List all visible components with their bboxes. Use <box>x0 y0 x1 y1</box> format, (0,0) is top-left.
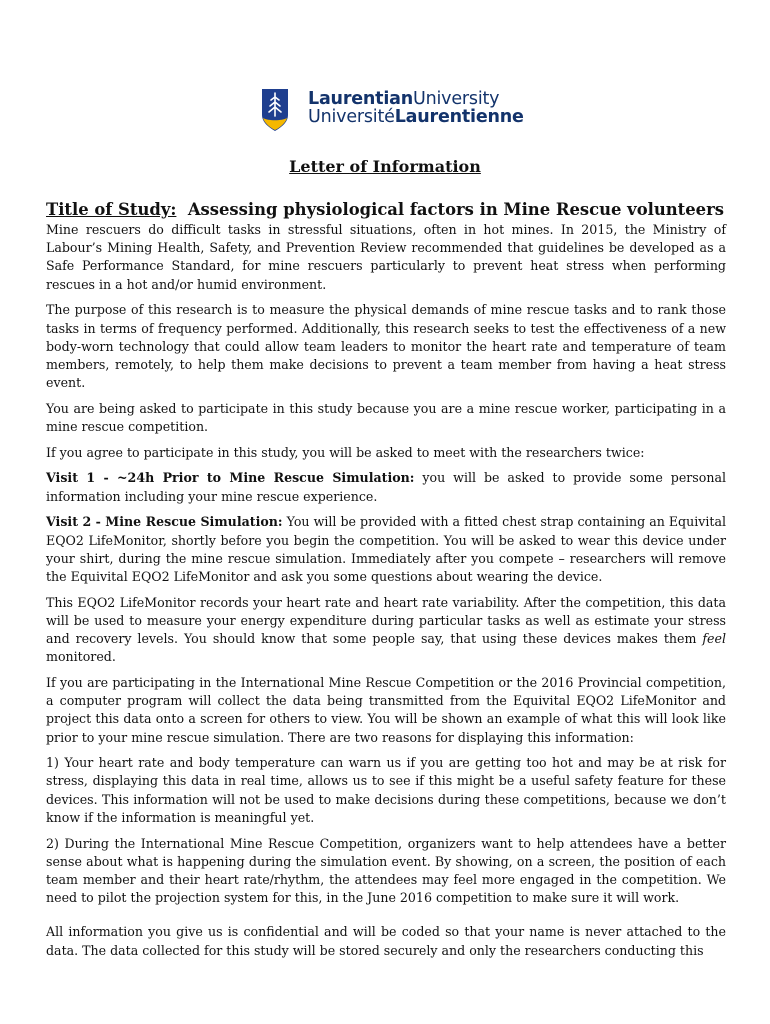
visit-2-label: Visit 2 - Mine Rescue Simulation: <box>46 514 283 530</box>
paragraph-visit-2 <box>46 513 726 586</box>
study-title-label: Title of Study: <box>46 200 177 219</box>
paragraph-reason-1: 1) Your heart rate and body temperature can warn us if you are getting too hot and may be at risk for stress, displaying this data in real time, allows us to see if this might be a useful safety feature for these devices. This information will not be used to make decisions during these competitions, because we don’t know if the information is meaningful yet. <box>46 755 726 825</box>
visit-2-text: You will be provided with a fitted chest strap containing an Equivital EQO2 LifeMonitor, shortly before you begin the competition. You will be asked to wear this device under your shirt, during the mine rescue simulation. Immediately after you compete – researchers will remove the Equivital EQO2 LifeMonitor and ask you some questions about wearing the device. <box>46 514 726 584</box>
logo-line1-light: University <box>413 89 500 109</box>
paragraph-reason-2: 2) During the International Mine Rescue Competition, organizers want to help attendees have a better sense about what is happening during the simulation event. By showing, on a screen, the position of each team member and their heart rate/rhythm, the attendees may feel more engaged in the competition. We need to pilot the projection system for this, in the June 2016 competition to make sure it will work. <box>46 835 726 906</box>
logo-line2-bold: Laurentienne <box>394 107 524 127</box>
logo-line-french <box>308 107 524 127</box>
study-title-text: Assessing physiological factors in Mine Rescue volunteers <box>187 200 724 219</box>
logo-line2-light: Université <box>308 107 395 127</box>
logo-line1-bold: Laurentian <box>308 89 414 109</box>
letter-body <box>46 221 726 967</box>
lifemonitor-text: This EQO2 LifeMonitor records your heart rate and heart rate variability. After the competition, this data will be used to measure your energy expenditure during particular tasks as well as estimate your stress and recovery levels. You should know that some people say, that using these devices makes them <box>46 594 726 647</box>
letter-heading: Letter of Information <box>289 157 481 176</box>
paragraph-invitation: You are being asked to participate in this study because you are a mine rescue worker, participating in a mine rescue competition. <box>46 400 726 435</box>
laurentian-shield-icon <box>260 88 290 132</box>
paragraph-visit-1 <box>46 469 726 505</box>
lifemonitor-end: monitored. <box>46 649 116 665</box>
study-title <box>46 200 736 220</box>
paragraph-purpose: The purpose of this research is to measure the physical demands of mine rescue tasks and to rank those tasks in terms of frequency performed. Additionally, this research seeks to test the effectiveness of a new body-worn technology that could allow team leaders to monitor the heart rate and temperature of team members, remotely, to help them make decisions to prevent a team member from having a heat stress event. <box>46 302 726 391</box>
paragraph-background: Mine rescuers do difficult tasks in stressful situations, often in hot mines. In 2015, the Ministry of Labour’s Mining Health, Safety, and Prevention Review recommended that guidelines be developed as a Safe Performance Standard, for mine rescuers particularly to prevent heat stress when performing rescues in a hot and/or humid environment. <box>46 222 726 292</box>
university-logo <box>258 85 524 135</box>
paragraph-visits-intro: If you agree to participate in this study, you will be asked to meet with the researchers twice: <box>46 444 645 460</box>
logo-line-english <box>308 89 499 109</box>
lifemonitor-italic: feel <box>702 631 726 647</box>
paragraph-confidentiality: All information you give us is confidential and will be coded so that your name is never attached to the data. The data collected for this study will be stored securely and only the researchers conducting this <box>46 924 726 958</box>
visit-1-label: Visit 1 - ~24h Prior to Mine Rescue Simulation: <box>46 470 415 486</box>
paragraph-projection: If you are participating in the International Mine Rescue Competition or the 2016 Provincial competition, a computer program will collect the data being transmitted from the Equivital EQO2 LifeMonitor and project this data onto a screen for others to view. You will be shown an example of what this will look like prior to your mine rescue simulation. There are two reasons for displaying this information: <box>46 674 726 745</box>
paragraph-lifemonitor <box>46 594 726 667</box>
visit-1-text: you will be asked to provide some personal information including your mine rescue experience. <box>46 470 726 504</box>
